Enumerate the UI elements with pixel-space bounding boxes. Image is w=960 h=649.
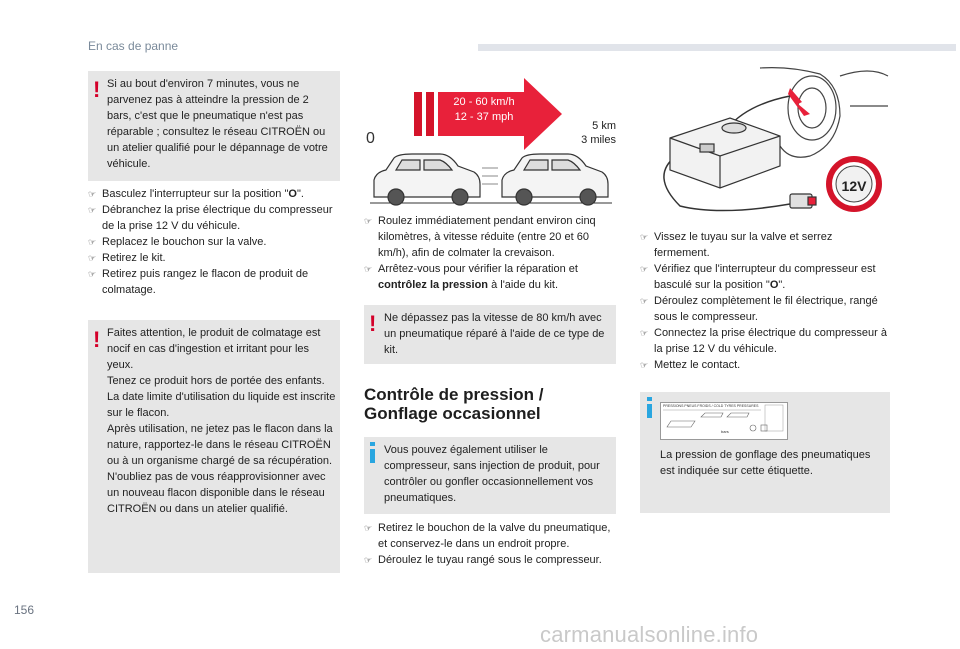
page-number: 156 xyxy=(14,603,35,617)
start-label: 0 xyxy=(366,130,375,147)
watermark: carmanualsonline.info xyxy=(540,622,759,647)
compressor-illustration xyxy=(640,66,890,226)
list-item: ☞ Débranchez la prise électrique du compresseur de la prise 12 V du véhicule. xyxy=(88,202,340,234)
sticker-title: PRESSIONS PNEUS FROIDS / COLD TYRES PRESSURES xyxy=(663,404,759,408)
distance-km-label: 5 km xyxy=(592,120,616,132)
section-heading: Contrôle de pression / Gonflage occasionnel xyxy=(364,385,544,423)
distance-miles-label: 3 miles xyxy=(581,134,616,146)
driving-figure xyxy=(362,72,618,207)
sticker-unit: bars xyxy=(721,429,729,434)
warning-icon: ! xyxy=(369,311,377,336)
info-text: Vous pouvez également utiliser le compresseur, sans injection de produit, pour contrôler ou gonfler occasionnellement vos pneumatiques. xyxy=(384,444,600,504)
list-item: ☞ Roulez immédiatement pendant environ cinq kilomètres, à vitesse réduite (entre 20 et 60 km/h), afin de colmater la crevaison. xyxy=(364,213,616,261)
list-item: ☞ Replacez le bouchon sur la valve. xyxy=(88,234,340,250)
list-item: ☞ Mettez le contact. xyxy=(640,357,890,373)
info-icon xyxy=(370,449,375,463)
tyre-pressure-sticker xyxy=(660,402,788,440)
list-item: ☞ Retirez puis rangez le flacon de produit de colmatage. xyxy=(88,266,340,298)
socket-label: 12V xyxy=(841,178,867,194)
list-item: ☞ Retirez le bouchon de la valve du pneumatique, et conservez-le dans un endroit propre. xyxy=(364,520,616,552)
header-bar xyxy=(478,44,956,51)
list-item: ☞ Retirez le kit. xyxy=(88,250,340,266)
list-item: ☞ Vérifiez que l'interrupteur du compresseur est basculé sur la position "O". xyxy=(640,261,890,293)
right-steps-list xyxy=(640,229,890,373)
warning-line: Après utilisation, ne jetez pas le flacon dans la nature, rapportez-le dans le réseau CITROËN ou à un organisme chargé de sa récupération. xyxy=(107,423,333,467)
warning-icon: ! xyxy=(93,327,101,352)
info-box-label xyxy=(640,392,890,513)
section-title: En cas de panne xyxy=(88,39,179,53)
compressor-figure xyxy=(640,66,890,226)
list-item: ☞ Déroulez complètement le fil électrique, rangé sous le compresseur. xyxy=(640,293,890,325)
list-item: ☞ Connectez la prise électrique du compresseur à la prise 12 V du véhicule. xyxy=(640,325,890,357)
warning-box-pressure xyxy=(88,71,340,181)
list-item: ☞ Déroulez le tuyau rangé sous le compresseur. xyxy=(364,552,616,568)
info-text: La pression de gonflage des pneumatiques est indiquée sur cette étiquette. xyxy=(660,449,871,477)
list-item: ☞ Vissez le tuyau sur la valve et serrez fermement. xyxy=(640,229,890,261)
middle-steps-list xyxy=(364,213,616,293)
speed-mph-label: 12 - 37 mph xyxy=(454,111,514,123)
warning-icon: ! xyxy=(93,77,101,102)
warning-line: La date limite d'utilisation du liquide est inscrite sur le flacon. xyxy=(107,391,336,419)
warning-box-product xyxy=(88,320,340,573)
list-item: ☞ Arrêtez-vous pour vérifier la réparation et contrôlez la pression à l'aide du kit. xyxy=(364,261,616,293)
warning-line: Tenez ce produit hors de portée des enfants. xyxy=(107,375,325,387)
warning-box-speed xyxy=(364,305,616,364)
warning-text: Si au bout d'environ 7 minutes, vous ne parvenez pas à atteindre la pression de 2 bars, c'est que le pneumatique n'est pas réparable ; consultez le réseau CITROËN ou un atelier qualifié pour le dépannage de votre véhicule. xyxy=(107,78,328,170)
speed-kmh-label: 20 - 60 km/h xyxy=(453,96,515,108)
warning-line: N'oubliez pas de vous réapprovisionner avec un nouveau flacon disponible dans le réseau CITROËN ou dans un atelier qualifié. xyxy=(107,471,326,515)
list-item: ☞ Basculez l'interrupteur sur la position "O". xyxy=(88,186,340,202)
warning-line: Faites attention, le produit de colmatage est nocif en cas d'ingestion et irritant pour les yeux. xyxy=(107,327,321,371)
left-steps-list xyxy=(88,186,340,298)
info-icon xyxy=(647,404,652,418)
warning-text: Ne dépassez pas la vitesse de 80 km/h avec un pneumatique réparé à l'aide de ce type de kit. xyxy=(384,312,605,356)
middle-steps-list-2 xyxy=(364,520,616,568)
info-box-compressor xyxy=(364,437,616,514)
